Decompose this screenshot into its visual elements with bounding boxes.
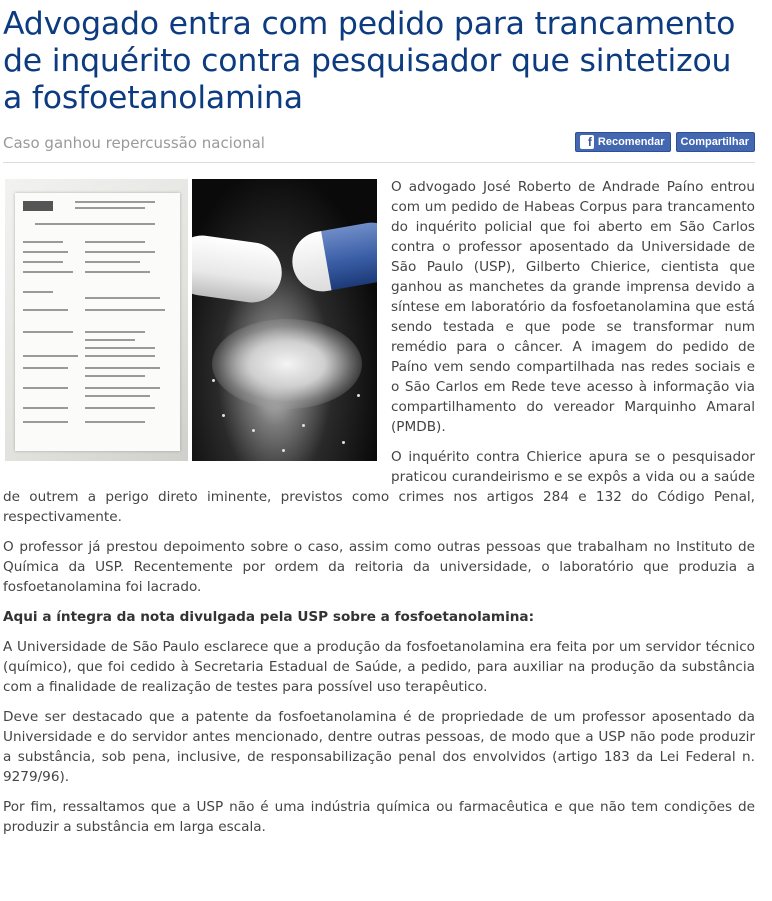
document-line <box>85 241 145 243</box>
document-line <box>23 241 63 243</box>
document-logo <box>23 201 53 211</box>
recommend-button[interactable] <box>575 132 671 152</box>
document-line <box>85 395 150 397</box>
document-line <box>85 421 145 423</box>
document-line <box>85 251 155 253</box>
note-paragraph: Deve ser destacado que a patente da fosfoetanolamina é de propriedade de um professor aposentado da Universidade e do servidor antes mencionado, dentre outras pessoas, de modo que a USP não pode produzir a substância, sob pena, inclusive, de responsabilização penal dos envolvidos (artigo 183 da Lei Federal n. 9279/96). <box>3 709 755 785</box>
document-line <box>85 271 150 273</box>
document-line <box>85 407 155 409</box>
document-line <box>85 261 140 263</box>
powder-speck <box>222 414 225 417</box>
recommend-label: Recomendar <box>597 136 665 148</box>
document-line <box>75 201 155 203</box>
article-subtitle: Caso ganhou repercussão nacional <box>3 134 265 152</box>
habeas-corpus-document-photo <box>5 179 188 461</box>
article-paragraph: O inquérito contra Chierice apura se o pesquisador praticou curandeirismo e se expôs a vida ou a saúde de outrem a perigo direto iminente, previstos como crimes nos artigos 284 e 132 do Código Penal, respectivamente. <box>3 449 755 525</box>
document-line <box>85 309 165 311</box>
document-line <box>23 421 68 423</box>
note-paragraph: Por fim, ressaltamos que a USP não é uma indústria química ou farmacêutica e que não tem condições de produzir a substância em larga escala. <box>3 799 755 835</box>
subtitle-row <box>3 128 755 163</box>
document-line <box>75 207 145 209</box>
document-line <box>23 261 63 263</box>
document-line <box>23 291 53 293</box>
white-capsule <box>192 232 286 307</box>
document-line <box>23 407 68 409</box>
document-line <box>35 223 155 225</box>
article-photo <box>5 179 377 461</box>
powder-speck <box>282 449 285 452</box>
section-heading: Aqui a íntegra da nota divulgada pela USP sobre a fosfoetanolamina: <box>3 609 535 625</box>
document-line <box>23 355 78 357</box>
article-headline: Advogado entra com pedido para trancamento de inquérito contra pesquisador que sintetizou a fosfoetanolamina <box>3 6 736 116</box>
share-button[interactable] <box>676 132 755 152</box>
document-line <box>85 387 160 389</box>
document-line <box>85 355 155 357</box>
document-line <box>85 339 135 341</box>
powder-speck <box>342 441 345 444</box>
article-body <box>3 177 755 837</box>
powder-speck <box>252 429 255 432</box>
document-line <box>85 375 145 377</box>
document-line <box>85 297 160 299</box>
blue-capsule <box>288 218 377 296</box>
share-label: Compartilhar <box>680 136 749 148</box>
document-line <box>85 347 155 349</box>
capsules-photo <box>192 179 377 461</box>
document-line <box>23 251 68 253</box>
powder-speck <box>357 394 360 397</box>
document-sheet <box>15 193 180 451</box>
document-line <box>23 309 68 311</box>
article-paragraph: O professor já prestou depoimento sobre o caso, assim como outras pessoas que trabalham no Instituto de Química da USP. Recentemente por ordem da reitoria da universidade, o laboratório que produzia a fosfoetanolamina foi lacrado. <box>3 539 755 595</box>
note-paragraph: A Universidade de São Paulo esclarece que a produção da fosfoetanolamina era feita por um servidor técnico (químico), que foi cedido à Secretaria Estadual de Saúde, a pedido, para auxiliar na produção da substância com a finalidade de realização de testes para possível uso terapêutico. <box>3 639 755 695</box>
share-buttons <box>575 132 755 152</box>
document-line <box>85 367 160 369</box>
document-line <box>23 331 73 333</box>
document-line <box>23 367 68 369</box>
powder-pile <box>212 319 362 409</box>
facebook-icon: f <box>580 135 594 149</box>
document-line <box>85 331 145 333</box>
powder-speck <box>212 379 215 382</box>
article-page <box>3 0 755 837</box>
document-line <box>23 387 68 389</box>
powder-speck <box>302 424 305 427</box>
document-line <box>23 271 73 273</box>
article-paragraph: O advogado José Roberto de Andrade Paíno entrou com um pedido de Habeas Corpus para trancamento do inquérito policial que foi aberto em São Carlos contra o professor aposentado da Universidade de São Paulo (USP), Gilberto Chierice, cientista que ganhou as manchetes da grande imprensa devido a síntese em laboratório da fosfoetanolamina que está sendo testada e que pode se transformar num remédio para o câncer. A imagem do pedido de Paíno vem sendo compartilhada nas redes sociais e o São Carlos em Rede teve acesso à informação via compartilhamento do vereador Marquinho Amaral (PMDB). <box>391 179 755 435</box>
